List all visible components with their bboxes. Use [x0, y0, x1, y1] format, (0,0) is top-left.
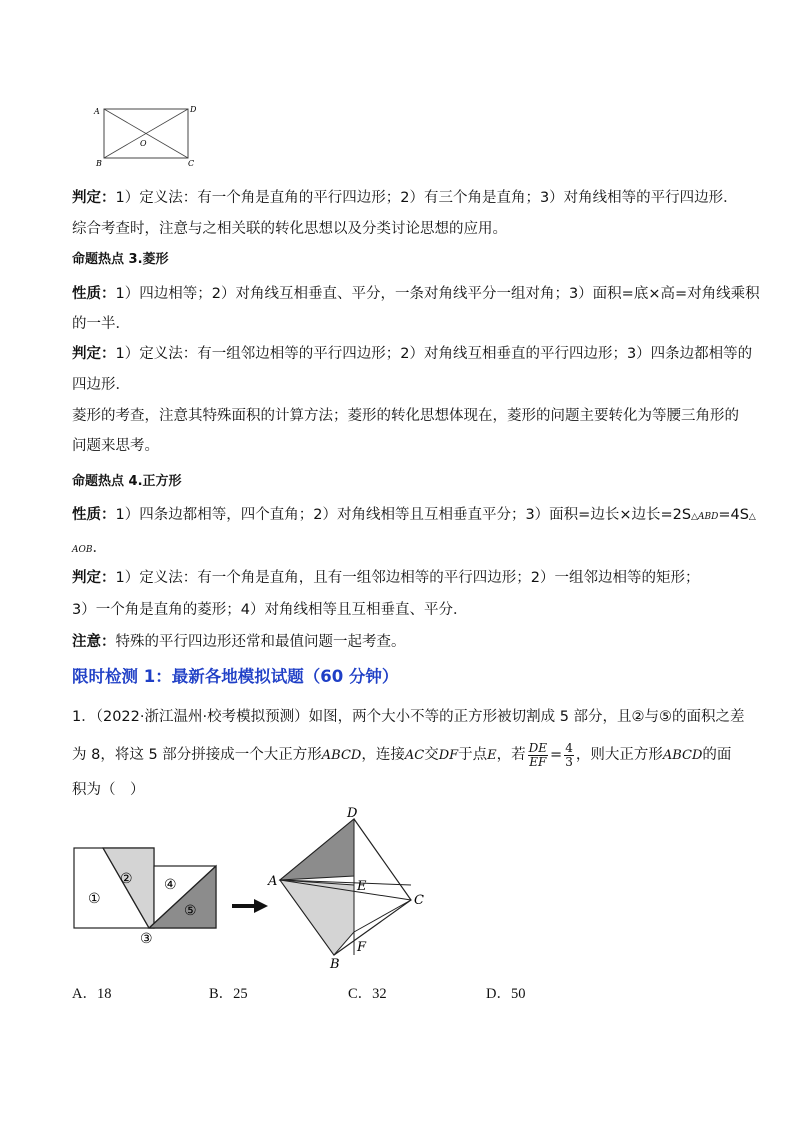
rect-judge-line — [72, 188, 738, 208]
q-e: E — [487, 748, 497, 763]
q-ac: AC — [404, 748, 425, 763]
square-prop-label: 性质： — [72, 507, 116, 523]
piece-4-label: ④ — [164, 877, 177, 893]
piece-5-label: ⑤ — [184, 903, 197, 919]
fig2-label-f: F — [357, 940, 367, 955]
square-note-line — [72, 632, 406, 652]
square-sub-aob: AOB — [72, 545, 93, 555]
q-eq: = — [550, 747, 563, 763]
val-num: 4 — [565, 740, 573, 755]
square-judge-text: 1）定义法：有一个角是直角，且有一组邻边相等的平行四边形；2）一组邻边相等的矩形； — [115, 570, 700, 586]
square-period: ． — [92, 540, 107, 556]
option-a[interactable]: A．18 — [72, 986, 112, 1002]
value-fraction — [564, 742, 574, 769]
rhombus-judge-line2: 四边形． — [72, 377, 130, 393]
label-o: O — [140, 139, 147, 148]
rhombus-judge-label: 判定： — [72, 346, 116, 362]
rhombus-prop-text: 1）四边相等；2）对角线互相垂直、平分，一条对角线平分一组对角；3）面积=底×高=对角线乘积 — [115, 286, 760, 302]
ratio-fraction — [528, 742, 548, 769]
question-line2 — [72, 740, 731, 771]
q-abcd: ABCD — [321, 748, 362, 763]
fig2-label-a: A — [268, 874, 278, 889]
rhombus-judge-line1 — [72, 344, 752, 364]
label-d: D — [190, 105, 197, 114]
piece-1-label: ① — [88, 891, 101, 907]
q-text-d: 于点 — [458, 747, 488, 763]
square-dissection-figure — [68, 805, 438, 975]
label-a: A — [94, 107, 100, 116]
arrow-right-icon — [254, 899, 268, 913]
square-prop-line1 — [72, 505, 756, 527]
square-judge-line1 — [72, 568, 699, 588]
q-abcd2: ABCD — [662, 748, 703, 763]
rhombus-judge-text: 1）定义法：有一组邻边相等的平行四边形；2）对角线互相垂直的平行四边形；3）四条边都相等的 — [115, 346, 753, 362]
option-d[interactable]: D．50 — [486, 986, 526, 1002]
square-judge-line2: 3）一个角是直角的菱形；4）对角线相等且互相垂直、平分． — [72, 602, 468, 618]
question-line3: 积为（ ） — [72, 782, 145, 798]
square-tri: △ — [748, 512, 756, 522]
q-text-c: 交 — [424, 747, 439, 763]
square-heading: 命题热点 4.正方形 — [72, 474, 182, 489]
square-prop-line2 — [72, 538, 107, 560]
rectangle-figure — [90, 102, 200, 170]
rect-judge-text: 1）定义法：有一个角是直角的平行四边形；2）有三个角是直角；3）对角线相等的平行四边形． — [115, 190, 738, 206]
option-c[interactable]: C．32 — [348, 986, 387, 1002]
frac-den: EF — [529, 754, 547, 769]
rhombus-note-line1: 菱形的考查，注意其特殊面积的计算方法；菱形的转化思想体现在，菱形的问题主要转化为等腰三角形的 — [72, 408, 739, 424]
q-text-b: ，连接 — [361, 747, 405, 763]
q-text-e: ，若 — [496, 747, 526, 763]
fig2-label-b: B — [330, 957, 340, 972]
rhombus-prop-line2: 的一半． — [72, 316, 130, 332]
val-den: 3 — [565, 754, 573, 769]
q-text-f: ，则大正方形 — [575, 747, 663, 763]
q-text-g: 的面 — [702, 747, 732, 763]
label-b: B — [96, 159, 102, 168]
fig2-label-e: E — [357, 879, 367, 894]
section-title: 限时检测 1：最新各地模拟试题（60 分钟） — [72, 667, 399, 686]
square-judge-label: 判定： — [72, 570, 116, 586]
q-text-a: 为 8，将这 5 部分拼接成一个大正方形 — [72, 747, 322, 763]
piece-3-label: ③ — [140, 931, 153, 947]
rhombus-prop-line1 — [72, 284, 760, 304]
fig2-label-c: C — [414, 893, 424, 908]
q-df: DF — [438, 748, 459, 763]
square-eq4s: =4S — [718, 507, 749, 523]
rhombus-note-line2: 问题来思考。 — [72, 438, 159, 454]
square-note-text: 特殊的平行四边形还常和最值问题一起考查。 — [115, 634, 406, 650]
square-prop-text: 1）四条边都相等，四个直角；2）对角线相等且互相垂直平分；3）面积=边长×边长=2S — [115, 507, 692, 523]
rhombus-heading: 命题热点 3.菱形 — [72, 252, 169, 267]
piece-2-label: ② — [120, 871, 133, 887]
rhombus-prop-label: 性质： — [72, 286, 116, 302]
rect-summary: 综合考查时，注意与之相关联的转化思想以及分类讨论思想的应用。 — [72, 221, 507, 237]
question-line1: 1．（2022·浙江温州·校考模拟预测）如图，两个大小不等的正方形被切割成 5 部分，且②与⑤的面积之差 — [72, 709, 745, 725]
label-c: C — [188, 159, 195, 168]
square-note-label: 注意： — [72, 634, 116, 650]
frac-num: DE — [528, 740, 548, 755]
fig2-label-d: D — [347, 806, 358, 821]
rect-judge-label: 判定： — [72, 190, 116, 206]
option-b[interactable]: B．25 — [209, 986, 248, 1002]
square-sub-abd: △ABD — [691, 512, 719, 522]
